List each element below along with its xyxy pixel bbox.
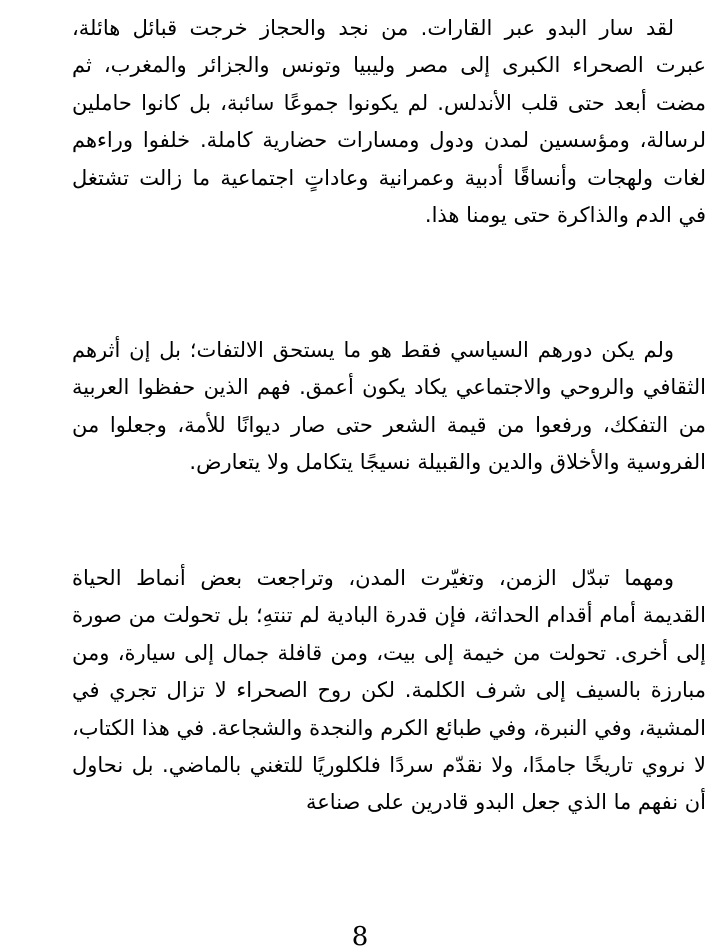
paragraph-2: ولم يكن دورهم السياسي فقط هو ما يستحق الالتفات؛ بل إن أثرهم الثقافي والروحي والاجتماعي يكاد يكون أعمق. فهم الذين حفظوا العربية من التفكك، ورفعوا من قيمة الشعر حتى صار ديوانًا للأمة، وجعلوا من الفروسية والأخلاق والدين والقبيلة نسيجًا يتكامل ولا يتعارض. xyxy=(72,338,706,475)
paragraph-1-block xyxy=(72,10,706,234)
paragraph-2-block xyxy=(72,332,706,482)
paragraph-3-block xyxy=(72,560,706,822)
paragraph-1: لقد سار البدو عبر القارات. من نجد والحجاز خرجت قبائل هائلة، عبرت الصحراء الكبرى إلى مصر وليبيا وتونس والجزائر والمغرب، ثم مضت أبعد حتى قلب الأندلس. لم يكونوا جموعًا سائبة، بل كانوا حاملين لرسالة، ومؤسسين لمدن ودول ومسارات حضارية كاملة. خلفوا وراءهم لغات ولهجات وأنساقًا أدبية وعمرانية وعاداتٍ اجتماعية ما زالت تشتغل في الدم والذاكرة حتى يومنا هذا. xyxy=(72,16,706,228)
paragraph-3: ومهما تبدّل الزمن، وتغيّرت المدن، وتراجعت بعض أنماط الحياة القديمة أمام أقدام الحداثة، فإن قدرة البادية لم تنتهِ؛ بل تحولت من صورة إلى أخرى. تحولت من خيمة إلى بيت، ومن قافلة جمال إلى سيارة، ومن مبارزة بالسيف إلى شرف الكلمة. لكن روح الصحراء لا تزال تجري في المشية، وفي النبرة، وفي طبائع الكرم والنجدة والشجاعة. في هذا الكتاب، لا نروي تاريخًا جامدًا، ولا نقدّم سردًا فلكلوريًا للتغني بالماضي. بل نحاول أن نفهم ما الذي جعل البدو قادرين على صناعة xyxy=(72,566,706,815)
page-number: 8 xyxy=(351,922,369,952)
